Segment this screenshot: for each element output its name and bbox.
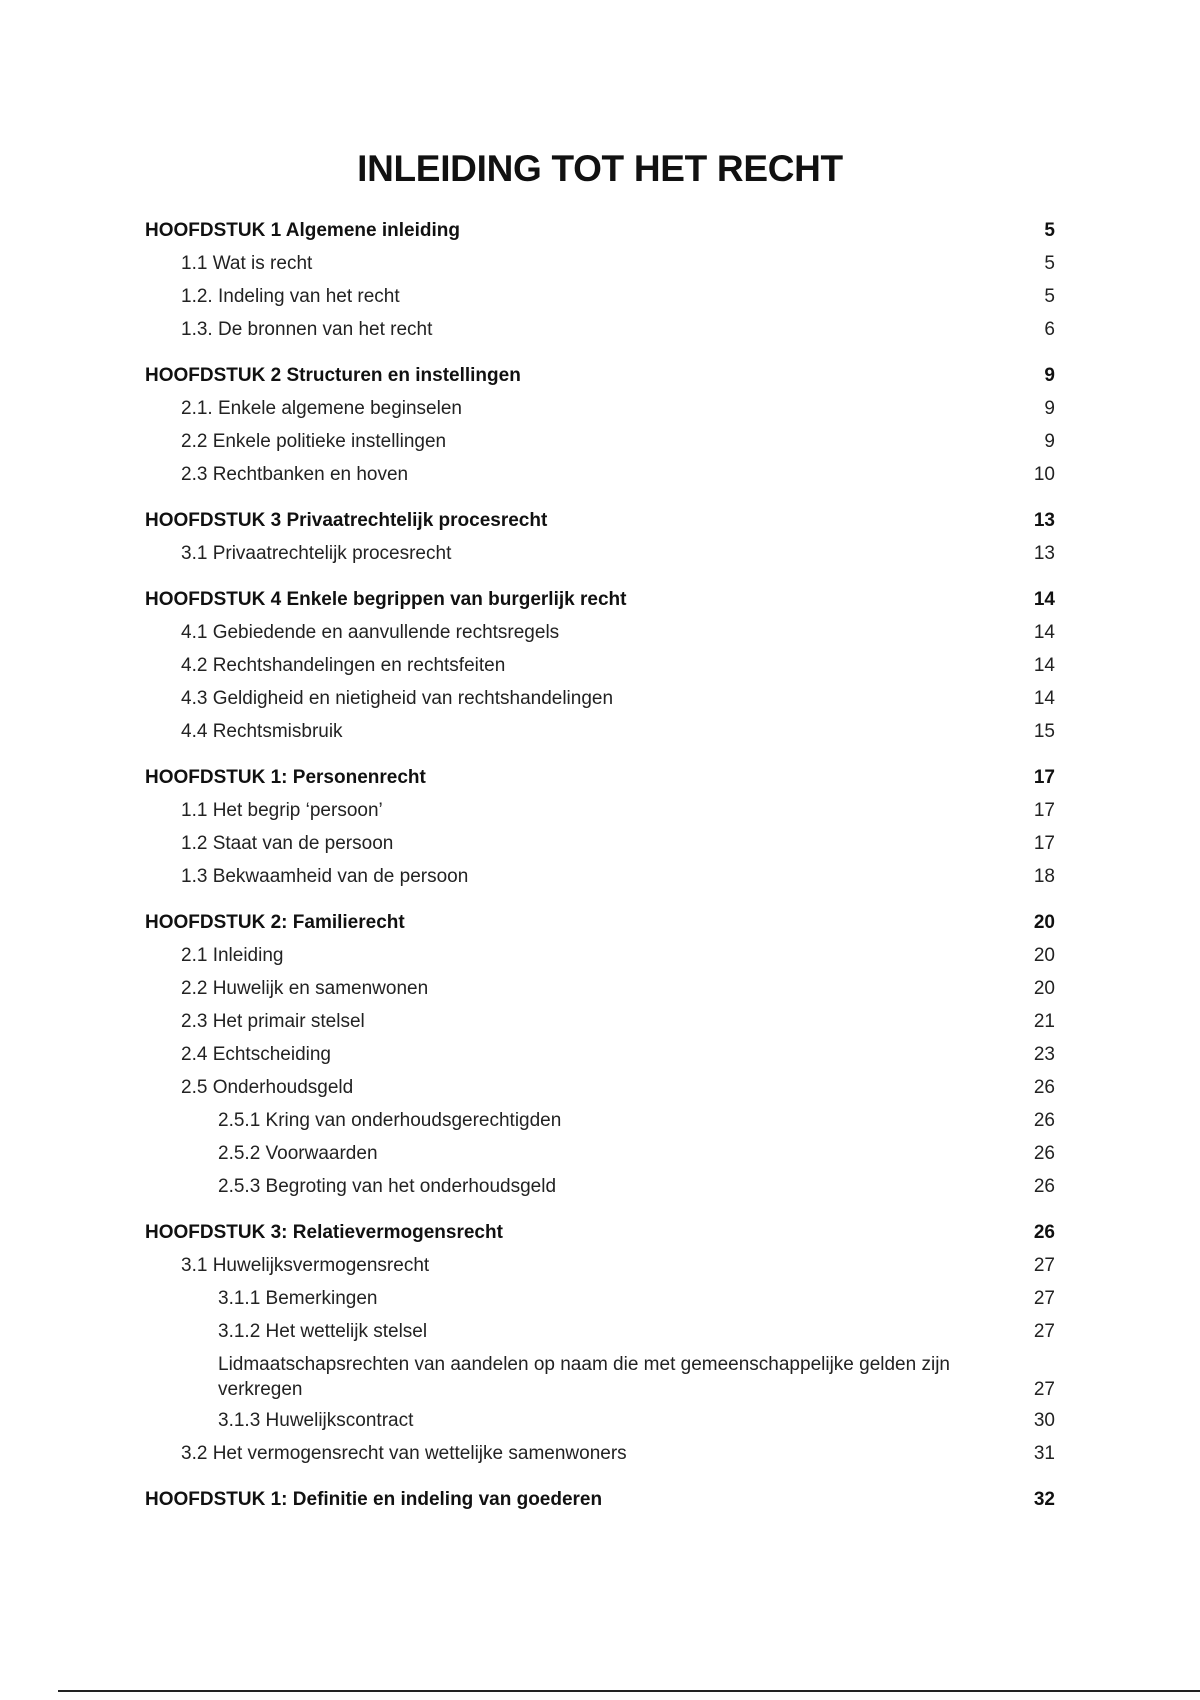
toc-page-number: 15 <box>1033 721 1055 742</box>
toc-section[interactable] <box>145 1038 1055 1071</box>
toc-page-number: 17 <box>1033 833 1055 854</box>
toc-entry-label: 1.1 Wat is recht <box>181 253 313 274</box>
toc-entry-label: 4.2 Rechtshandelingen en rechtsfeiten <box>181 655 506 676</box>
toc-page-number: 27 <box>1033 1321 1055 1342</box>
toc-entry-label: 4.4 Rechtsmisbruik <box>181 721 343 742</box>
toc-subsection[interactable] <box>145 1137 1055 1170</box>
toc-entry-label: 3.1.3 Huwelijkscontract <box>218 1410 414 1431</box>
toc-page-number: 14 <box>1033 622 1055 643</box>
toc-chapter-heading[interactable] <box>145 906 1055 939</box>
toc-page-number: 17 <box>1033 800 1055 821</box>
toc-heading-label: HOOFDSTUK 1 Algemene inleiding <box>145 220 460 241</box>
toc-page-number: 14 <box>1033 655 1055 676</box>
toc-chapter <box>145 359 1055 491</box>
toc-subsection[interactable] <box>145 1348 1055 1404</box>
toc-page-number: 20 <box>1033 912 1055 933</box>
toc-page-number: 17 <box>1033 767 1055 788</box>
toc-chapter-heading[interactable] <box>145 761 1055 794</box>
toc-page-number: 21 <box>1033 1011 1055 1032</box>
toc-section[interactable] <box>145 682 1055 715</box>
toc-entry-label: Lidmaatschapsrechten van aandelen op naam die met gemeenschappelijke gelden zijn verkregen <box>218 1354 950 1400</box>
toc-entry-label: 4.3 Geldigheid en nietigheid van rechtshandelingen <box>181 688 614 709</box>
toc-section[interactable] <box>145 392 1055 425</box>
toc-entry-label: 2.2 Enkele politieke instellingen <box>181 431 447 452</box>
toc-page-number: 6 <box>1044 319 1055 340</box>
toc-chapter-heading[interactable] <box>145 504 1055 537</box>
toc-page-number: 26 <box>1033 1143 1055 1164</box>
toc-page-number: 27 <box>1033 1255 1055 1276</box>
toc-page-number: 27 <box>1033 1379 1055 1400</box>
toc-page-number: 10 <box>1033 464 1055 485</box>
toc-entry-label: 1.3. De bronnen van het recht <box>181 319 433 340</box>
toc-entry-label: 1.3 Bekwaamheid van de persoon <box>181 866 469 887</box>
toc-subsection[interactable] <box>145 1315 1055 1348</box>
toc-entry-label: 3.1.2 Het wettelijk stelsel <box>218 1321 428 1342</box>
toc-page-number: 23 <box>1033 1044 1055 1065</box>
toc-page-number: 5 <box>1044 253 1055 274</box>
toc-entry-label: 4.1 Gebiedende en aanvullende rechtsregels <box>181 622 560 643</box>
toc-section[interactable] <box>145 715 1055 748</box>
toc-section[interactable] <box>145 313 1055 346</box>
toc-section[interactable] <box>145 1249 1055 1282</box>
toc-chapter <box>145 1216 1055 1470</box>
toc-page-number: 14 <box>1033 688 1055 709</box>
toc-chapter-heading[interactable] <box>145 214 1055 247</box>
toc-page-number: 26 <box>1033 1176 1055 1197</box>
toc-page-number: 20 <box>1033 978 1055 999</box>
toc-subsection[interactable] <box>145 1170 1055 1203</box>
toc-page-number: 30 <box>1033 1410 1055 1431</box>
toc-subsection[interactable] <box>145 1404 1055 1437</box>
toc-heading-label: HOOFDSTUK 1: Definitie en indeling van goederen <box>145 1489 603 1510</box>
toc-entry-label: 2.3 Rechtbanken en hoven <box>181 464 409 485</box>
toc-page-number: 13 <box>1033 543 1055 564</box>
toc-entry-label: 3.1.1 Bemerkingen <box>218 1288 378 1309</box>
footer-divider <box>58 1690 1200 1692</box>
toc-chapter <box>145 906 1055 1203</box>
toc-page-number: 9 <box>1044 398 1055 419</box>
toc-section[interactable] <box>145 649 1055 682</box>
toc-entry-label: 2.5.3 Begroting van het onderhoudsgeld <box>218 1176 557 1197</box>
toc-page-number: 13 <box>1033 510 1055 531</box>
toc-chapter <box>145 1483 1055 1516</box>
toc-entry-label: 1.2. Indeling van het recht <box>181 286 400 307</box>
toc-entry-label: 3.2 Het vermogensrecht van wettelijke samenwoners <box>181 1443 627 1464</box>
table-of-contents <box>145 214 1055 1529</box>
toc-section[interactable] <box>145 1005 1055 1038</box>
toc-section[interactable] <box>145 827 1055 860</box>
toc-heading-label: HOOFDSTUK 3 Privaatrechtelijk procesrecht <box>145 510 548 531</box>
toc-entry-label: 2.1. Enkele algemene beginselen <box>181 398 462 419</box>
toc-chapter-heading[interactable] <box>145 1216 1055 1249</box>
toc-heading-label: HOOFDSTUK 1: Personenrecht <box>145 767 426 788</box>
toc-entry-label: 1.1 Het begrip ‘persoon’ <box>181 800 383 821</box>
toc-chapter-heading[interactable] <box>145 1483 1055 1516</box>
toc-section[interactable] <box>145 794 1055 827</box>
toc-entry-label: 2.4 Echtscheiding <box>181 1044 331 1065</box>
toc-entry-label: 2.1 Inleiding <box>181 945 284 966</box>
toc-page-number: 5 <box>1044 220 1055 241</box>
toc-chapter <box>145 214 1055 346</box>
toc-section[interactable] <box>145 1071 1055 1104</box>
toc-page-number: 26 <box>1033 1110 1055 1131</box>
toc-entry-label: 2.5.2 Voorwaarden <box>218 1143 378 1164</box>
toc-page-number: 26 <box>1033 1222 1055 1243</box>
toc-chapter <box>145 761 1055 893</box>
toc-page-number: 5 <box>1044 286 1055 307</box>
toc-page-number: 14 <box>1033 589 1055 610</box>
toc-entry-label: 3.1 Huwelijksvermogensrecht <box>181 1255 430 1276</box>
toc-heading-label: HOOFDSTUK 4 Enkele begrippen van burgerlijk recht <box>145 589 627 610</box>
toc-section[interactable] <box>145 247 1055 280</box>
toc-section[interactable] <box>145 1437 1055 1470</box>
toc-entry-label: 1.2 Staat van de persoon <box>181 833 394 854</box>
toc-page-number: 32 <box>1033 1489 1055 1510</box>
toc-entry-label: 2.3 Het primair stelsel <box>181 1011 365 1032</box>
toc-page-number: 27 <box>1033 1288 1055 1309</box>
toc-chapter <box>145 504 1055 570</box>
document-title: INLEIDING TOT HET RECHT <box>357 148 843 189</box>
toc-section[interactable] <box>145 616 1055 649</box>
toc-section[interactable] <box>145 860 1055 893</box>
toc-section[interactable] <box>145 537 1055 570</box>
toc-heading-label: HOOFDSTUK 2: Familierecht <box>145 912 405 933</box>
toc-entry-label: 2.5.1 Kring van onderhoudsgerechtigden <box>218 1110 562 1131</box>
toc-chapter-heading[interactable] <box>145 583 1055 616</box>
toc-section[interactable] <box>145 939 1055 972</box>
toc-subsection[interactable] <box>145 1104 1055 1137</box>
toc-heading-label: HOOFDSTUK 3: Relatievermogensrecht <box>145 1222 503 1243</box>
toc-entry-label: 2.5 Onderhoudsgeld <box>181 1077 354 1098</box>
toc-page-number: 20 <box>1033 945 1055 966</box>
toc-subsection[interactable] <box>145 1282 1055 1315</box>
toc-chapter-heading[interactable] <box>145 359 1055 392</box>
toc-section[interactable] <box>145 458 1055 491</box>
toc-entry-label: 2.2 Huwelijk en samenwonen <box>181 978 429 999</box>
toc-section[interactable] <box>145 280 1055 313</box>
toc-page-number: 18 <box>1033 866 1055 887</box>
toc-page-number: 26 <box>1033 1077 1055 1098</box>
toc-entry-label: 3.1 Privaatrechtelijk procesrecht <box>181 543 452 564</box>
toc-page-number: 9 <box>1044 365 1055 386</box>
toc-chapter <box>145 583 1055 748</box>
toc-heading-label: HOOFDSTUK 2 Structuren en instellingen <box>145 365 521 386</box>
toc-section[interactable] <box>145 425 1055 458</box>
toc-section[interactable] <box>145 972 1055 1005</box>
toc-page-number: 31 <box>1033 1443 1055 1464</box>
toc-page-number: 9 <box>1044 431 1055 452</box>
